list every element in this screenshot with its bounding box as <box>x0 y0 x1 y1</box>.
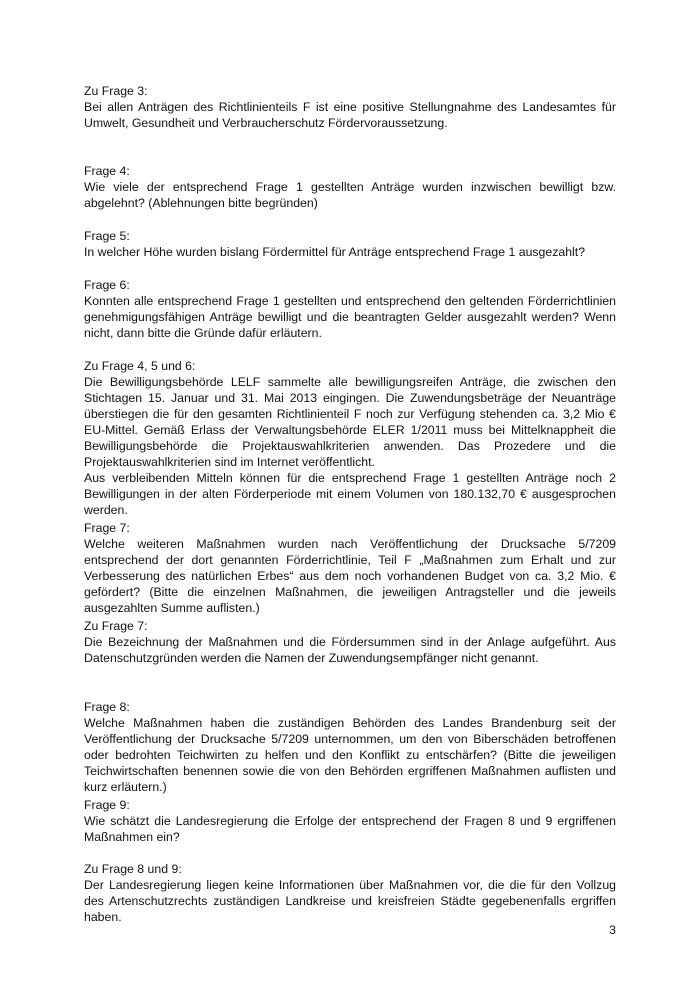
section-heading: Frage 9: <box>84 798 130 812</box>
section-frage-9 <box>84 797 616 845</box>
section-frage-8 <box>84 699 616 795</box>
section-zu-frage-7 <box>84 618 616 666</box>
section-frage-4 <box>84 163 616 211</box>
section-heading: Frage 5: <box>84 229 130 243</box>
section-frage-6 <box>84 277 616 341</box>
section-frage-7 <box>84 520 616 616</box>
section-zu-frage-3 <box>84 83 616 131</box>
section-zu-frage-8-9 <box>84 861 616 925</box>
section-paragraph: In welcher Höhe wurden bislang Fördermittel für Anträge entsprechend Frage 1 ausgezahlt? <box>84 245 586 259</box>
section-paragraph: Die Bewilligungsbehörde LELF sammelte alle bewilligungsreifen Anträge, die zwischen den Stichtagen 15. Januar und 31. Mai 2013 eingingen. Die Zuwendungsbeträge der Neuanträge überstiegen die für den gesamten Richtlinienteil F noch zur Verfügung stehenden ca. 3,2 Mio € EU-Mittel. Gemäß Erlass der Verwaltungsbehörde ELER 1/2011 muss bei Mittelknappheit die Bewilligungsbehörde die Projektauswahlkriterien anwenden. Das Prozedere und die Projektauswahlkriterien sind im Internet veröffentlicht. <box>84 375 616 469</box>
section-paragraph: Wie schätzt die Landesregierung die Erfolge der entsprechend der Fragen 8 und 9 ergriffenen Maßnahmen ein? <box>84 814 616 844</box>
section-heading: Frage 8: <box>84 700 130 714</box>
section-heading: Frage 7: <box>84 521 130 535</box>
page-number: 3 <box>609 923 616 937</box>
section-paragraph: Der Landesregierung liegen keine Informationen über Maßnahmen vor, die die für den Vollzug des Artenschutzrechts zuständigen Landkreise und kreisfreien Städte gegebenenfalls ergriffen haben. <box>84 878 616 924</box>
section-frage-5 <box>84 228 616 260</box>
section-heading: Frage 4: <box>84 164 130 178</box>
section-paragraph: Bei allen Anträgen des Richtlinienteils F ist eine positive Stellungnahme des Landesamtes für Umwelt, Gesundheit und Verbraucherschutz Fördervoraussetzung. <box>84 100 616 130</box>
section-paragraph: Die Bezeichnung der Maßnahmen und die Fördersummen sind in der Anlage aufgeführt. Aus Datenschutzgründen werden die Namen der Zuwendungsempfänger nicht genannt. <box>84 635 616 665</box>
section-heading: Zu Frage 7: <box>84 619 148 633</box>
section-heading: Frage 6: <box>84 278 130 292</box>
section-paragraph: Welche weiteren Maßnahmen wurden nach Veröffentlichung der Drucksache 5/7209 entsprechend der dort genannten Förderrichtlinie, Teil F „Maßnahmen zum Erhalt und zur Verbesserung des natürlichen Erbes“ aus dem noch vorhandenen Budget von ca. 3,2 Mio. € gefördert? (Bitte die einzelnen Maßnahmen, die jeweiligen Antragsteller und die jeweils ausgezahlten Summe auflisten.) <box>84 537 616 615</box>
section-paragraph: Welche Maßnahmen haben die zuständigen Behörden des Landes Brandenburg seit der Veröffentlichung der Drucksache 5/7209 unternommen, um den von Biberschäden betroffenen oder bedrohten Teichwirten zu helfen und den Konflikt zu entschärfen? (Bitte die jeweiligen Teichwirtschaften benennen sowie die von den Behörden ergriffenen Maßnahmen auflisten und kurz erläutern.) <box>84 716 616 794</box>
section-paragraph: Wie viele der entsprechend Frage 1 gestellten Anträge wurden inzwischen bewilligt bzw. abgelehnt? (Ablehnungen bitte begründen) <box>84 180 616 210</box>
section-heading: Zu Frage 3: <box>84 84 148 98</box>
section-paragraph: Aus verbleibenden Mitteln können für die entsprechend Frage 1 gestellten Anträge noch 2 Bewilligungen in der alten Förderperiode mit einem Volumen von 180.132,70 € ausgesprochen werden. <box>84 471 616 517</box>
section-heading: Zu Frage 4, 5 und 6: <box>84 359 196 373</box>
section-zu-frage-4-5-6 <box>84 358 616 518</box>
section-paragraph: Konnten alle entsprechend Frage 1 gestellten und entsprechend den geltenden Förderrichtlinien genehmigungsfähigen Anträge bewilligt und die beantragten Gelder ausgezahlt werden? Wenn nicht, dann bitte die Gründe dafür erläutern. <box>84 294 616 340</box>
section-heading: Zu Frage 8 und 9: <box>84 862 182 876</box>
